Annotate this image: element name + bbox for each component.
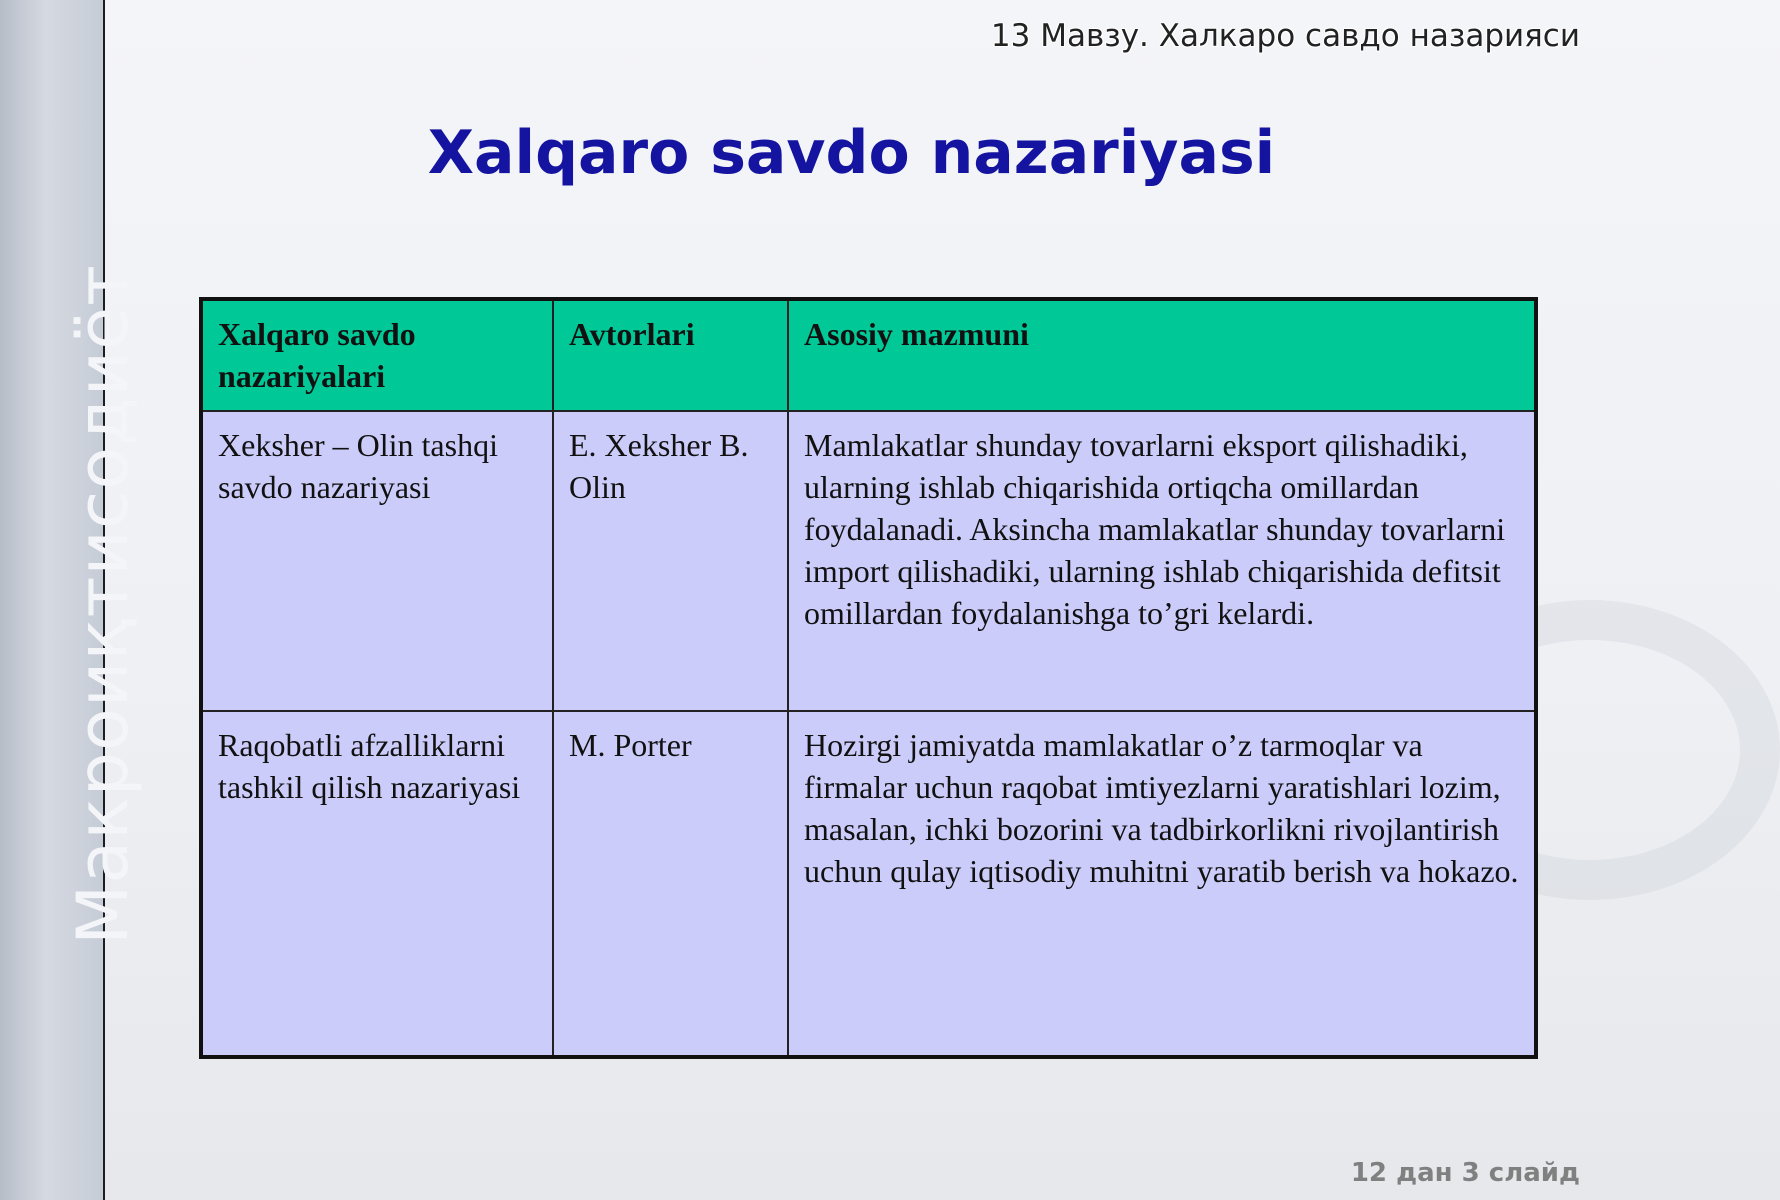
header-authors: Avtorlari <box>553 299 788 411</box>
cell-theory: Raqobatli afzalliklarni tashkil qilish nazariyasi <box>201 711 553 1057</box>
theory-table <box>199 297 1538 1059</box>
slide-counter: 12 дан 3 слайд <box>1350 1158 1580 1188</box>
table-row <box>201 711 1536 1057</box>
table-header-row <box>201 299 1536 411</box>
cell-content: Hozirgi jamiyatda mamlakatlar o’z tarmoqlar va firmalar uchun raqobat imtiyezlarni yaratishlari lozim, masalan, ichki bozorini va tadbirkorlikni rivojlantirish uchun qulay iqtisodiy muhitni yaratib berish va hokazo. <box>788 711 1536 1057</box>
header-content: Asosiy mazmuni <box>788 299 1536 411</box>
topic-header: 13 Мавзу. Халкаро савдо назарияси <box>990 18 1580 54</box>
cell-theory: Xeksher – Olin tashqi savdo nazariyasi <box>201 411 553 711</box>
cell-authors: M. Porter <box>553 711 788 1057</box>
slide-title: Xalqaro savdo nazariyasi <box>427 118 1276 188</box>
cell-content: Mamlakatlar shunday tovarlarni eksport qilishadiki, ularning ishlab chiqarishida ortiqcha omillardan foydalanadi. Aksincha mamlakatlar shunday tovarlarni import qilishadiki, ularning ishlab chiqarishida defitsit omillardan foydalanishga to’gri kelardi. <box>788 411 1536 711</box>
table-row <box>201 411 1536 711</box>
side-title: Макроиқтисодиёт <box>62 264 144 945</box>
header-theory: Xalqaro savdo nazariyalari <box>201 299 553 411</box>
cell-authors: E. Xeksher B. Olin <box>553 411 788 711</box>
side-band <box>0 0 144 1200</box>
